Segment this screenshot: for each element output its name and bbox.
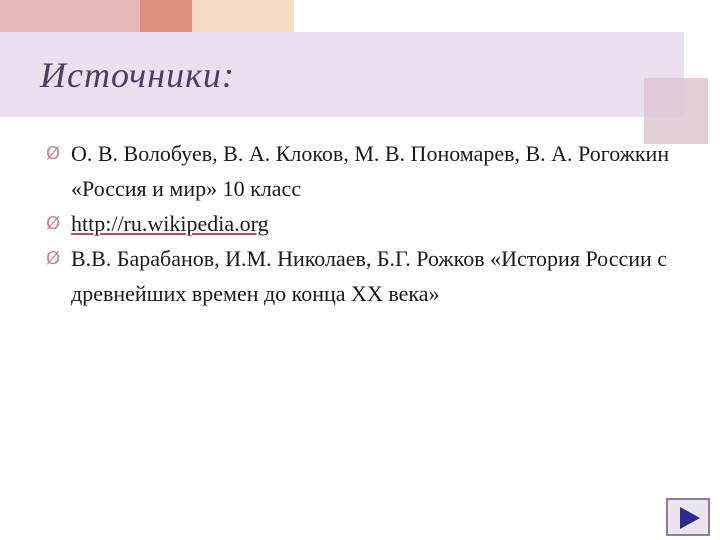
wikipedia-link[interactable]: http://ru.wikipedia.org: [71, 211, 269, 236]
list-item: [46, 136, 696, 206]
next-slide-button[interactable]: [666, 498, 710, 536]
decorative-block-mauve: [644, 78, 708, 144]
play-triangle-icon: [680, 507, 700, 529]
list-item: [46, 206, 696, 241]
arrow-bullet-icon: Ø: [46, 213, 61, 234]
arrow-bullet-icon: Ø: [46, 248, 61, 269]
arrow-bullet-icon: Ø: [46, 143, 61, 164]
source-text: В.В. Барабанов, И.М. Николаев, Б.Г. Рожков «История России с древнейших времен до конца XX века»: [71, 246, 668, 306]
source-list: [46, 136, 696, 311]
source-text: О. В. Волобуев, В. А. Клоков, М. В. Пономарев, В. А. Рогожкин «Россия и мир» 10 класс: [71, 141, 670, 201]
list-item: [46, 241, 696, 311]
page-title: Источники:: [40, 55, 235, 95]
